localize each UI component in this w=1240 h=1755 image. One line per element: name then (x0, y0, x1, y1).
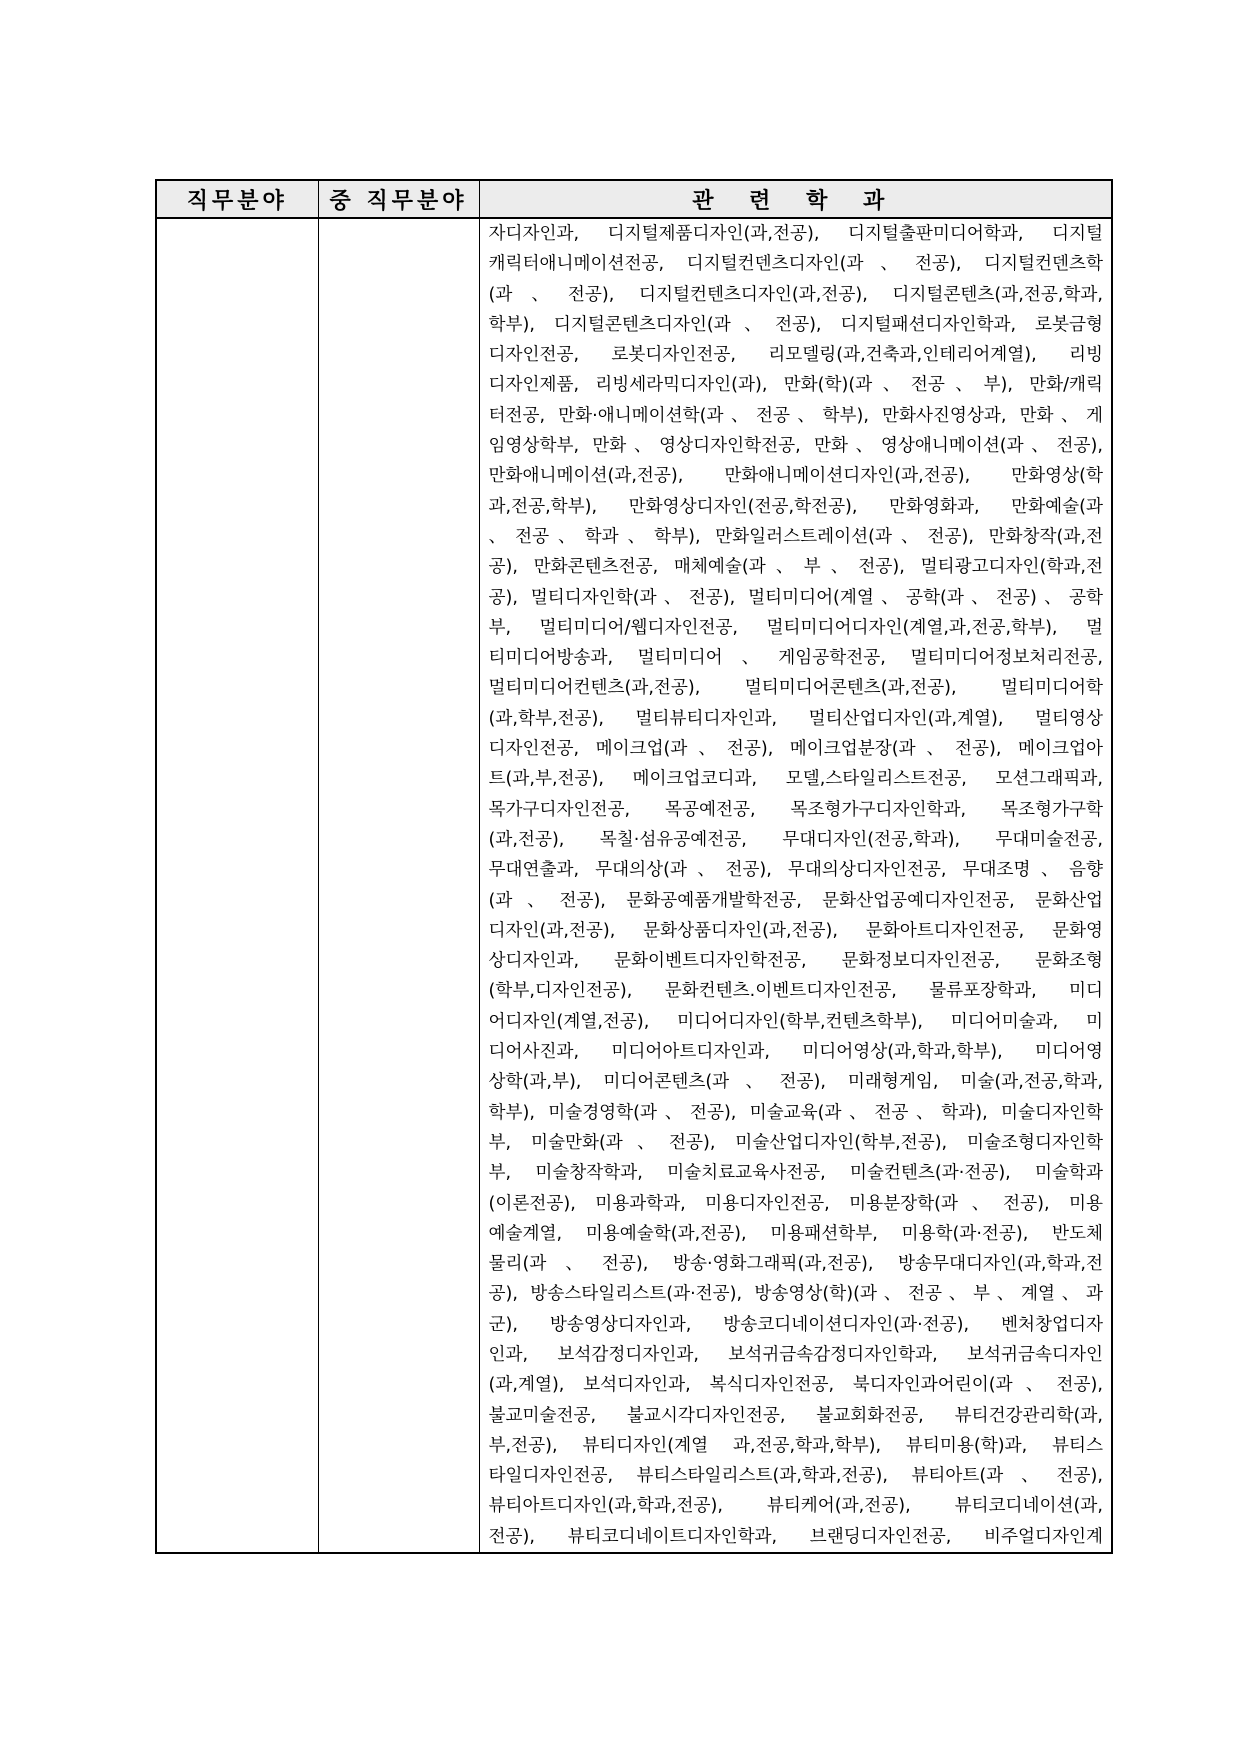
header-sub-job-field: 중 직무분야 (318, 180, 479, 218)
job-field-cell (156, 218, 318, 1553)
text-line: 목가구디자인전공, 목공예전공, 목조형가구디자인학과, 목조형가구학 (488, 799, 1103, 820)
text-line: 부, 미술만화(과、전공), 미술산업디자인(학부,전공), 미술조형디자인학 (488, 1132, 1103, 1153)
text-line: 디자인전공, 로봇디자인전공, 리모델링(과,건축과,인테리어계열), 리빙 (488, 345, 1103, 366)
text-line: 디자인(과,전공), 문화상품디자인(과,전공), 문화아트디자인전공, 문화영 (488, 920, 1103, 941)
text-line: 무대연출과, 무대의상(과、전공), 무대의상디자인전공, 무대조명、음향 (488, 860, 1103, 881)
header-job-field: 직무분야 (156, 180, 318, 218)
text-line: 어디자인(계열,전공), 미디어디자인(학부,컨텐츠학부), 미디어미술과, 미 (488, 1011, 1103, 1032)
text-line: 티미디어방송과, 멀티미디어、게임공학전공, 멀티미디어정보처리전공, (488, 648, 1103, 669)
text-line: 물리(과、전공), 방송·영화그래픽(과,전공), 방송무대디자인(과,학과,전 (488, 1254, 1103, 1275)
text-line: 터전공, 만화·애니메이션학(과、전공、학부), 만화사진영상과, 만화、게 (488, 405, 1103, 426)
text-line: 캐릭터애니메이션전공, 디지털컨덴츠디자인(과、전공), 디지털컨덴츠학 (488, 254, 1103, 275)
text-line: 디자인전공, 메이크업(과、전공), 메이크업분장(과、전공), 메이크업아 (488, 739, 1103, 760)
text-line: 학부), 디지털콘텐츠디자인(과、전공), 디지털패션디자인학과, 로봇금형 (488, 314, 1103, 335)
text-line: (과、전공), 디지털컨텐츠디자인(과,전공), 디지털콘텐츠(과,전공,학과, (488, 284, 1103, 305)
text-line: 디어사진과, 미디어아트디자인과, 미디어영상(과,학과,학부), 미디어영 (488, 1042, 1103, 1063)
related-majors-table (155, 179, 1113, 1554)
text-line: 、전공、학과、학부), 만화일러스트레이션(과、전공), 만화창작(과,전 (488, 526, 1103, 547)
text-line: 인과, 보석감정디자인과, 보석귀금속감정디자인학과, 보석귀금속디자인 (488, 1344, 1103, 1365)
text-line: 예술계열, 미용예술학(과,전공), 미용패션학부, 미용학(과·전공), 반도체 (488, 1223, 1103, 1244)
text-line: 자디자인과, 디지털제품디자인(과,전공), 디지털출판미디어학과, 디지털 (488, 224, 1103, 244)
text-line: 상학(과,부), 미디어콘텐츠(과、전공), 미래형게임, 미술(과,전공,학과, (488, 1072, 1103, 1093)
text-line: 불교미술전공, 불교시각디자인전공, 불교회화전공, 뷰티건강관리학(과, (488, 1405, 1103, 1426)
text-line: 과,전공,학부), 만화영상디자인(전공,학전공), 만화영화과, 만화예술(과 (488, 496, 1103, 517)
text-line: (과,전공), 목칠·섬유공예전공, 무대디자인(전공,학과), 무대미술전공, (488, 829, 1103, 850)
text-line: 부,전공), 뷰티디자인(계열 과,전공,학과,학부), 뷰티미용(학)과, 뷰티스 (488, 1435, 1103, 1456)
table-header-row (156, 180, 1112, 218)
text-line: 부, 미술창작학과, 미술치료교육사전공, 미술컨텐츠(과·전공), 미술학과 (488, 1163, 1103, 1184)
text-line: 타일디자인전공, 뷰티스타일리스트(과,학과,전공), 뷰티아트(과、전공), (488, 1466, 1103, 1487)
text-line: 상디자인과, 문화이벤트디자인학전공, 문화정보디자인전공, 문화조형 (488, 951, 1103, 972)
text-line: 트(과,부,전공), 메이크업코디과, 모델,스타일리스트전공, 모션그래픽과, (488, 769, 1103, 790)
header-related-majors: 관 련 학 과 (479, 180, 1112, 218)
text-line: 학부), 미술경영학(과、전공), 미술교육(과、전공、학과), 미술디자인학 (488, 1102, 1103, 1123)
text-line: 공), 방송스타일리스트(과·전공), 방송영상(학)(과、전공、부、계열、과 (488, 1284, 1103, 1305)
text-line: (과,계열), 보석디자인과, 복식디자인전공, 북디자인과어린이(과、전공), (488, 1375, 1103, 1396)
table-row (156, 218, 1112, 1553)
related-majors-cell (479, 218, 1112, 1553)
text-line: 공), 만화콘텐츠전공, 매체예술(과、부、전공), 멀티광고디자인(학과,전 (488, 557, 1103, 578)
text-line: (이론전공), 미용과학과, 미용디자인전공, 미용분장학(과、전공), 미용 (488, 1193, 1103, 1214)
text-line: 멀티미디어컨텐츠(과,전공), 멀티미디어콘텐츠(과,전공), 멀티미디어학 (488, 678, 1103, 699)
text-line: 군), 방송영상디자인과, 방송코디네이션디자인(과·전공), 벤처창업디자 (488, 1314, 1103, 1335)
text-line: (과、전공), 문화공예품개발학전공, 문화산업공예디자인전공, 문화산업 (488, 890, 1103, 911)
sub-job-field-cell (318, 218, 479, 1553)
text-line: 임영상학부, 만화、영상디자인학전공, 만화、영상애니메이션(과、전공), (488, 436, 1103, 457)
text-line: 전공), 뷰티코디네이트디자인학과, 브랜딩디자인전공, 비주얼디자인계 (488, 1526, 1103, 1547)
text-line: 공), 멀티디자인학(과、전공), 멀티미디어(계열、공학(과、전공)、공학 (488, 587, 1103, 608)
text-line: 뷰티아트디자인(과,학과,전공), 뷰티케어(과,전공), 뷰티코디네이션(과, (488, 1496, 1103, 1517)
text-line: 부, 멀티미디어/웹디자인전공, 멀티미디어디자인(계열,과,전공,학부), 멀 (488, 617, 1103, 638)
text-line: 만화애니메이션(과,전공), 만화애니메이션디자인(과,전공), 만화영상(학 (488, 466, 1103, 487)
text-line: 디자인제품, 리빙세라믹디자인(과), 만화(학)(과、전공、부), 만화/캐릭 (488, 375, 1103, 396)
text-line: (과,학부,전공), 멀티뷰티디자인과, 멀티산업디자인(과,계열), 멀티영상 (488, 708, 1103, 729)
text-line: (학부,디자인전공), 문화컨텐츠.이벤트디자인전공, 물류포장학과, 미디 (488, 981, 1103, 1002)
